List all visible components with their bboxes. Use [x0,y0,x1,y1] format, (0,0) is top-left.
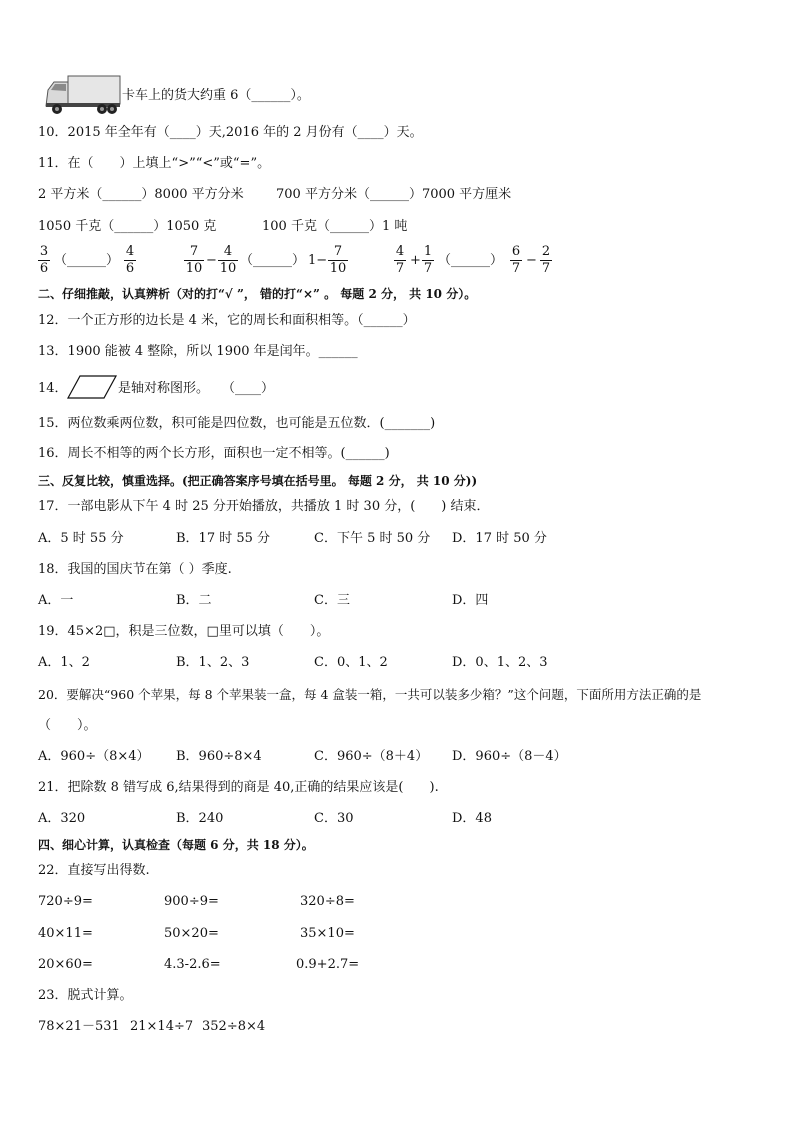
q20-option-c: C．960÷（8＋4） [314,749,429,764]
q20-stem-cont: （ ）。 [38,718,97,733]
q17-stem: 17．一部电影从下午 4 时 25 分开始播放，共播放 1 时 30 分，( ) 结束． [38,499,490,514]
section-4-heading: 四、细心计算，认真检查（每题 6 分，共 18 分）。 [38,838,314,852]
q14-prefix: 14． [38,381,68,396]
q14-suffix: 是轴对称图形。 （____） [118,381,275,396]
q17-option-d: D．17 时 50 分 [452,531,547,546]
q19-option-a: A．1、2 [38,655,90,670]
q18-option-d: D．四 [452,593,489,608]
section-3-heading: 三、反复比较，慎重选择。(把正确答案序号填在括号里。 每题 2 分， 共 10 分)) [38,474,478,488]
q18-option-a: A．一 [38,593,74,608]
q16-text: 16．周长不相等的两个长方形，面积也一定不相等。(______) [38,446,390,461]
blank-3: （______） [438,253,504,268]
q9-text: 卡车上的货大约重 6（______）。 [122,88,310,103]
q11-row1-b: 700 平方分米（______）7000 平方厘米 [276,187,512,202]
blank-1: （______） [54,253,120,268]
calc-item: 720÷9= [38,894,93,909]
fraction-1: $\frac{3}{6}$ [39,244,49,276]
fraction-6: $\frac{4}{7}$ [395,244,405,276]
q12-text: 12．一个正方形的边长是 4 米，它的周长和面积相等。（______） [38,313,416,328]
q20-option-d: D．960÷（8－4） [452,749,567,764]
one-minus: 1− [308,253,328,268]
q11-row1-a: 2 平方米（______）8000 平方分米 [38,187,244,202]
blank-2: （______） [240,253,306,268]
calc-item: 35×10= [300,926,355,941]
calc-item: 40×11= [38,926,93,941]
expression-item: 21×14÷7 [130,1019,194,1034]
q20-stem: 20．要解决“960 个苹果，每 8 个苹果装一盒，每 4 盒装一箱，一共可以装多少箱？”这个问题，下面所用方法正确的是 [38,687,702,702]
q11-row2-b: 100 千克（______）1 吨 [262,219,408,234]
fraction-2: $\frac{4}{6}$ [125,244,135,276]
minus-sign-1: − [206,253,217,268]
q18-option-c: C．三 [314,593,350,608]
q13-text: 13．1900 能被 4 整除，所以 1900 年是闰年。______ [38,344,358,359]
expression-item: 352÷8×4 [202,1019,266,1034]
minus-sign-2: − [526,253,537,268]
expression-item: 78×21－531 [38,1019,120,1034]
fraction-7: $\frac{1}{7}$ [423,244,433,276]
q17-option-b: B．17 时 55 分 [176,531,271,546]
calc-item: 320÷8= [300,894,355,909]
q21-option-a: A．320 [38,811,86,826]
q19-option-c: C．0、1、2 [314,655,388,670]
q17-option-a: A．5 时 55 分 [38,531,124,546]
parallelogram-icon [66,374,118,400]
q17-option-c: C．下午 5 时 50 分 [314,531,431,546]
fraction-4: $\frac{4}{10}$ [219,244,237,276]
q21-option-c: C．30 [314,811,354,826]
q21-option-d: D．48 [452,811,492,826]
calc-item: 20×60= [38,957,93,972]
q23-stem: 23．脱式计算。 [38,988,133,1003]
q19-option-b: B．1、2、3 [176,655,250,670]
plus-sign: + [410,253,421,268]
q20-option-a: A．960÷（8×4） [38,749,150,764]
section-2-heading: 二、仔细推敲，认真辨析（对的打“√ ”， 错的打“×” 。 每题 2 分， 共 10 分）。 [38,287,477,301]
q21-stem: 21．把除数 8 错写成 6,结果得到的商是 40,正确的结果应该是( ). [38,780,439,795]
q19-stem: 19．45×2□，积是三位数，□里可以填（ ）。 [38,624,330,639]
calc-item: 4.3-2.6= [164,957,221,972]
q19-option-d: D．0、1、2、3 [452,655,548,670]
calc-item: 0.9+2.7= [296,957,360,972]
fraction-3: $\frac{7}{10}$ [185,244,203,276]
fraction-9: $\frac{2}{7}$ [541,244,551,276]
fraction-5: $\frac{7}{10}$ [329,244,347,276]
fraction-8: $\frac{6}{7}$ [511,244,521,276]
q18-stem: 18．我国的国庆节在第（ ）季度. [38,562,232,577]
truck-icon [44,74,122,116]
q18-option-b: B．二 [176,593,212,608]
calc-item: 50×20= [164,926,219,941]
q10-text: 10．2015 年全年有（____）天,2016 年的 2 月份有（____）天。 [38,125,423,140]
q21-option-b: B．240 [176,811,224,826]
q15-text: 15．两位数乘两位数，积可能是四位数，也可能是五位数．(_______) [38,416,436,431]
q11-stem: 11．在（ ）上填上“>”“<”或“=”。 [38,156,271,171]
q22-stem: 22．直接写出得数. [38,863,150,878]
calc-item: 900÷9= [164,894,219,909]
q11-row2-a: 1050 千克（______）1050 克 [38,219,217,234]
q20-option-b: B．960÷8×4 [176,749,262,764]
